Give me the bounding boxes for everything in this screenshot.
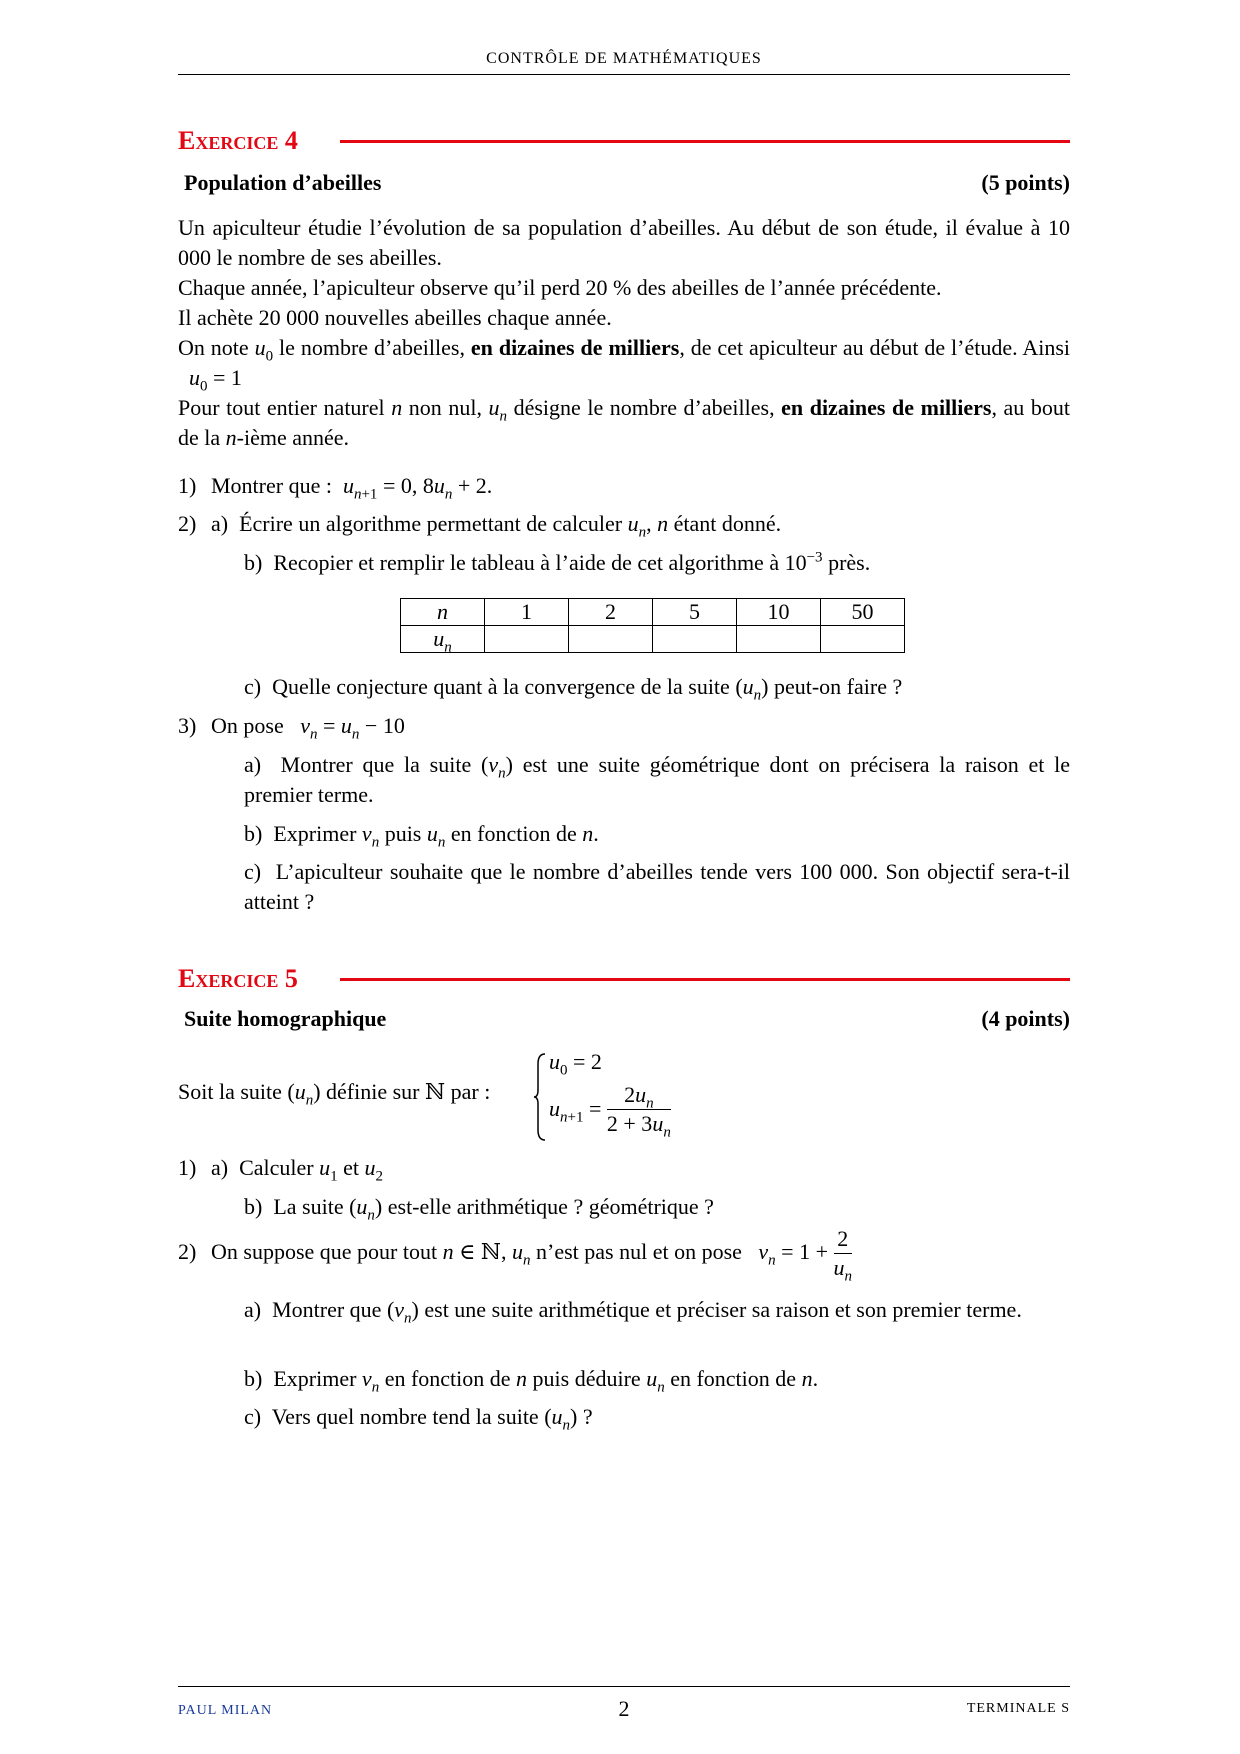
intro-line: Pour tout entier naturel n non nul, $u_n$ désigne le nombre d’abeilles, en dizaines de milliers, au bout de la n-ième année. — [178, 395, 1070, 450]
header-rule — [178, 74, 1070, 75]
table-cell: $u_n$ — [401, 626, 485, 653]
brace-system: $u_0 = 2$ $u_{n+1}$ = $\frac{2u_n}{2 + 3u_n}$ — [533, 1047, 893, 1147]
question-2c: c) Quelle conjecture quant à la convergence de la suite $(u_n)$ peut-on faire ? — [244, 674, 903, 704]
question-2c: c) Vers quel nombre tend la suite $(u_n)$ ? — [244, 1404, 593, 1434]
page-header: CONTRÔLE DE MATHÉMATIQUES — [486, 50, 762, 67]
page-number: 2 — [618, 1696, 630, 1721]
question-1a: 1) a) Calculer $u_1$ et $u_2$ — [178, 1155, 384, 1185]
intro-line: Un apiculteur étudie l’évolution de sa population d’abeilles. Au début de son étude, il évalue à 10 000 le nombre de ses abeilles. — [178, 215, 1070, 270]
exercise-5-title: Exercice 5 — [178, 964, 298, 993]
question-1: 1) Montrer que : $u_{n+1} = 0$, $8u_n + 2$. — [178, 473, 493, 503]
table-cell — [569, 626, 653, 653]
heading-rule — [340, 140, 1070, 143]
points: (4 points) — [981, 1006, 1070, 1031]
question-3: 3) On pose $v_n = u_n - 10$ — [178, 713, 405, 743]
question-1b: b) La suite $(u_n)$ est-elle arithmétique ? géométrique ? — [244, 1194, 714, 1224]
table-cell — [653, 626, 737, 653]
exercise-5-heading — [178, 964, 1070, 994]
exercise-5-subtitle — [184, 1006, 1070, 1036]
intro-line: On note $u_0$ le nombre d’abeilles, en dizaines de milliers, de cet apiculteur au début de l’étude. Ainsi $u_0 = 1$ — [178, 335, 1071, 395]
intro-line: Il achète 20 000 nouvelles abeilles chaque année. — [178, 305, 612, 330]
table-row — [401, 626, 905, 653]
table-cell — [821, 626, 905, 653]
table-cell: 10 — [737, 599, 821, 626]
question-2b: b) Recopier et remplir le tableau à l’aide de cet algorithme à $10^{-3}$ près. — [244, 549, 871, 575]
question-3a: a) Montrer que la suite $(v_n)$ est une suite géométrique dont on précisera la raison et le premier terme. — [244, 752, 1071, 807]
table-row — [401, 599, 905, 626]
footer-author: PAUL MILAN — [178, 1703, 273, 1718]
table-cell — [485, 626, 569, 653]
question-2a: a) Montrer que $(v_n)$ est une suite arithmétique et préciser sa raison et son premier terme. — [244, 1297, 1022, 1327]
intro-line: Chaque année, l’apiculteur observe qu’il perd 20 % des abeilles de l’année précédente. — [178, 275, 942, 300]
table-cell: 1 — [485, 599, 569, 626]
footer-class: TERMINALE S — [966, 1701, 1070, 1716]
table-cell — [737, 626, 821, 653]
question-2a: 2) a) Écrire un algorithme permettant de calculer $u_n$, n étant donné. — [178, 511, 782, 541]
heading-rule — [340, 978, 1070, 981]
brace-icon — [533, 1052, 547, 1142]
table-cell: 2 — [569, 599, 653, 626]
subtitle-text: Suite homographique — [184, 1006, 387, 1031]
footer-rule — [178, 1686, 1070, 1687]
table-cell: 5 — [653, 599, 737, 626]
exercise-4-subtitle — [184, 170, 1070, 200]
values-table — [400, 598, 905, 656]
sequence-definition: Soit la suite $(u_n)$ définie sur ℕ par : — [178, 1079, 491, 1109]
table-cell: n — [401, 599, 485, 626]
subtitle-text: Population d’abeilles — [184, 170, 382, 195]
question-2b: b) Exprimer $v_n$ en fonction de n puis déduire $u_n$ en fonction de n. — [244, 1366, 819, 1396]
points: (5 points) — [981, 170, 1070, 195]
exercise-4-heading — [178, 126, 1070, 156]
exercise-4-statement — [178, 213, 1070, 453]
page — [178, 0, 1070, 1754]
question-2: 2) On suppose que pour tout n ∈ ℕ, $u_n$ n’est pas nul et on pose $v_n = 1$ + $\frac{2}{u_n}$ — [178, 1226, 852, 1285]
question-3b: b) Exprimer $v_n$ puis $u_n$ en fonction de n. — [244, 821, 599, 851]
table-cell: 50 — [821, 599, 905, 626]
exercise-4-title: Exercice 4 — [178, 126, 298, 155]
question-3c: c) L’apiculteur souhaite que le nombre d’abeilles tende vers 100 000. Son objectif sera-t-il atteint ? — [244, 859, 1070, 914]
